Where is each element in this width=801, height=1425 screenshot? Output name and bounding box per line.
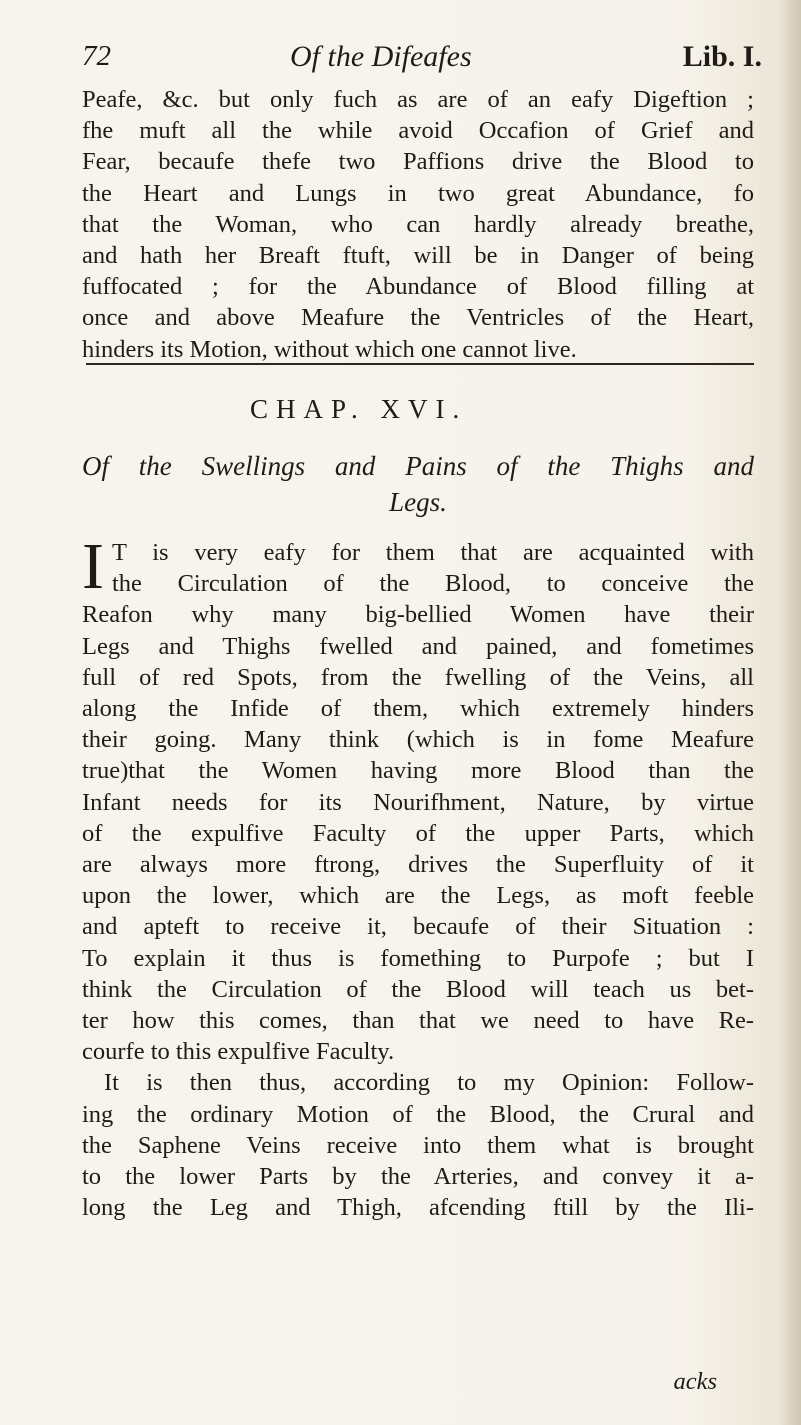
chapter-title-line-2: Legs. <box>389 487 447 517</box>
text-line: ing the ordinary Motion of the Blood, the Crural and <box>82 1100 754 1128</box>
paragraph-2 <box>82 530 754 1223</box>
text-line: It is then thus, according to my Opinion: Follow- <box>104 1069 754 1097</box>
text-line: and apteft to receive it, becaufe of their Situation : <box>82 913 754 941</box>
text-line: courfe to this expulfive Faculty. <box>82 1038 395 1066</box>
text-line: true)that the Women having more Blood than the <box>82 757 754 785</box>
text-line: fhe muft all the while avoid Occafion of Grief and <box>82 117 754 145</box>
text-line: ter how this comes, than that we need to have Re- <box>82 1007 754 1035</box>
text-line: think the Circulation of the Blood will teach us bet- <box>82 975 754 1003</box>
text-line: the Heart and Lungs in two great Abundance, fo <box>82 179 754 207</box>
chapter-title <box>82 448 754 520</box>
text-line: of the expulfive Faculty of the upper Parts, which <box>82 819 754 847</box>
paragraph-1 <box>82 84 754 365</box>
catchword: acks <box>673 1368 717 1395</box>
text-line: full of red Spots, from the fwelling of the Veins, all <box>82 663 754 691</box>
page-number: 72 <box>82 40 111 72</box>
text-line: that the Woman, who can hardly already breathe, <box>82 210 754 238</box>
text-line: along the Infide of them, which extremely hinders <box>82 695 754 723</box>
text-line: fuffocated ; for the Abundance of Blood filling at <box>82 273 754 301</box>
text-line: T is very eafy for them that are acquainted with <box>112 539 754 566</box>
text-line: upon the lower, which are the Legs, as moft feeble <box>82 882 754 910</box>
chapter-heading: CHAP. XVI. <box>250 394 468 424</box>
text-line: long the Leg and Thigh, afcending ftill by the Ili- <box>82 1194 754 1222</box>
chapter-title-line-1: Of the Swellings and Pains of the Thighs and <box>82 451 754 481</box>
running-header <box>82 40 762 84</box>
drop-cap: I <box>82 530 104 603</box>
running-title: Of the Difeafes <box>290 40 472 73</box>
text-line: Legs and Thighs fwelled and pained, and fometimes <box>82 632 754 660</box>
text-line: once and above Meafure the Ventricles of the Heart, <box>82 304 754 332</box>
text-line: their going. Many think (which is in fome Meafure <box>82 726 754 754</box>
text-line: hinders its Motion, without which one cannot live. <box>82 335 577 363</box>
text-line: Peafe, &c. but only fuch as are of an eafy Digeftion ; <box>82 86 754 113</box>
text-line: to the lower Parts by the Arteries, and convey it a- <box>82 1163 754 1191</box>
text-line: the Circulation of the Blood, to conceive the <box>112 570 754 598</box>
text-line: are always more ftrong, drives the Superfluity of it <box>82 851 754 879</box>
text-line: Fear, becaufe thefe two Paffions drive the Blood to <box>82 148 754 176</box>
text-line: the Saphene Veins receive into them what is brought <box>82 1131 754 1159</box>
text-line: and hath her Breaft ftuft, will be in Danger of being <box>82 242 754 270</box>
text-line: To explain it thus is fomething to Purpofe ; but I <box>82 944 754 972</box>
page-edge-shadow <box>779 0 801 1425</box>
book-indicator: Lib. I. <box>682 40 762 73</box>
section-divider-rule <box>86 363 754 365</box>
text-line: Reafon why many big-bellied Women have their <box>82 601 754 629</box>
text-line: Infant needs for its Nourifhment, Nature, by virtue <box>82 788 754 816</box>
